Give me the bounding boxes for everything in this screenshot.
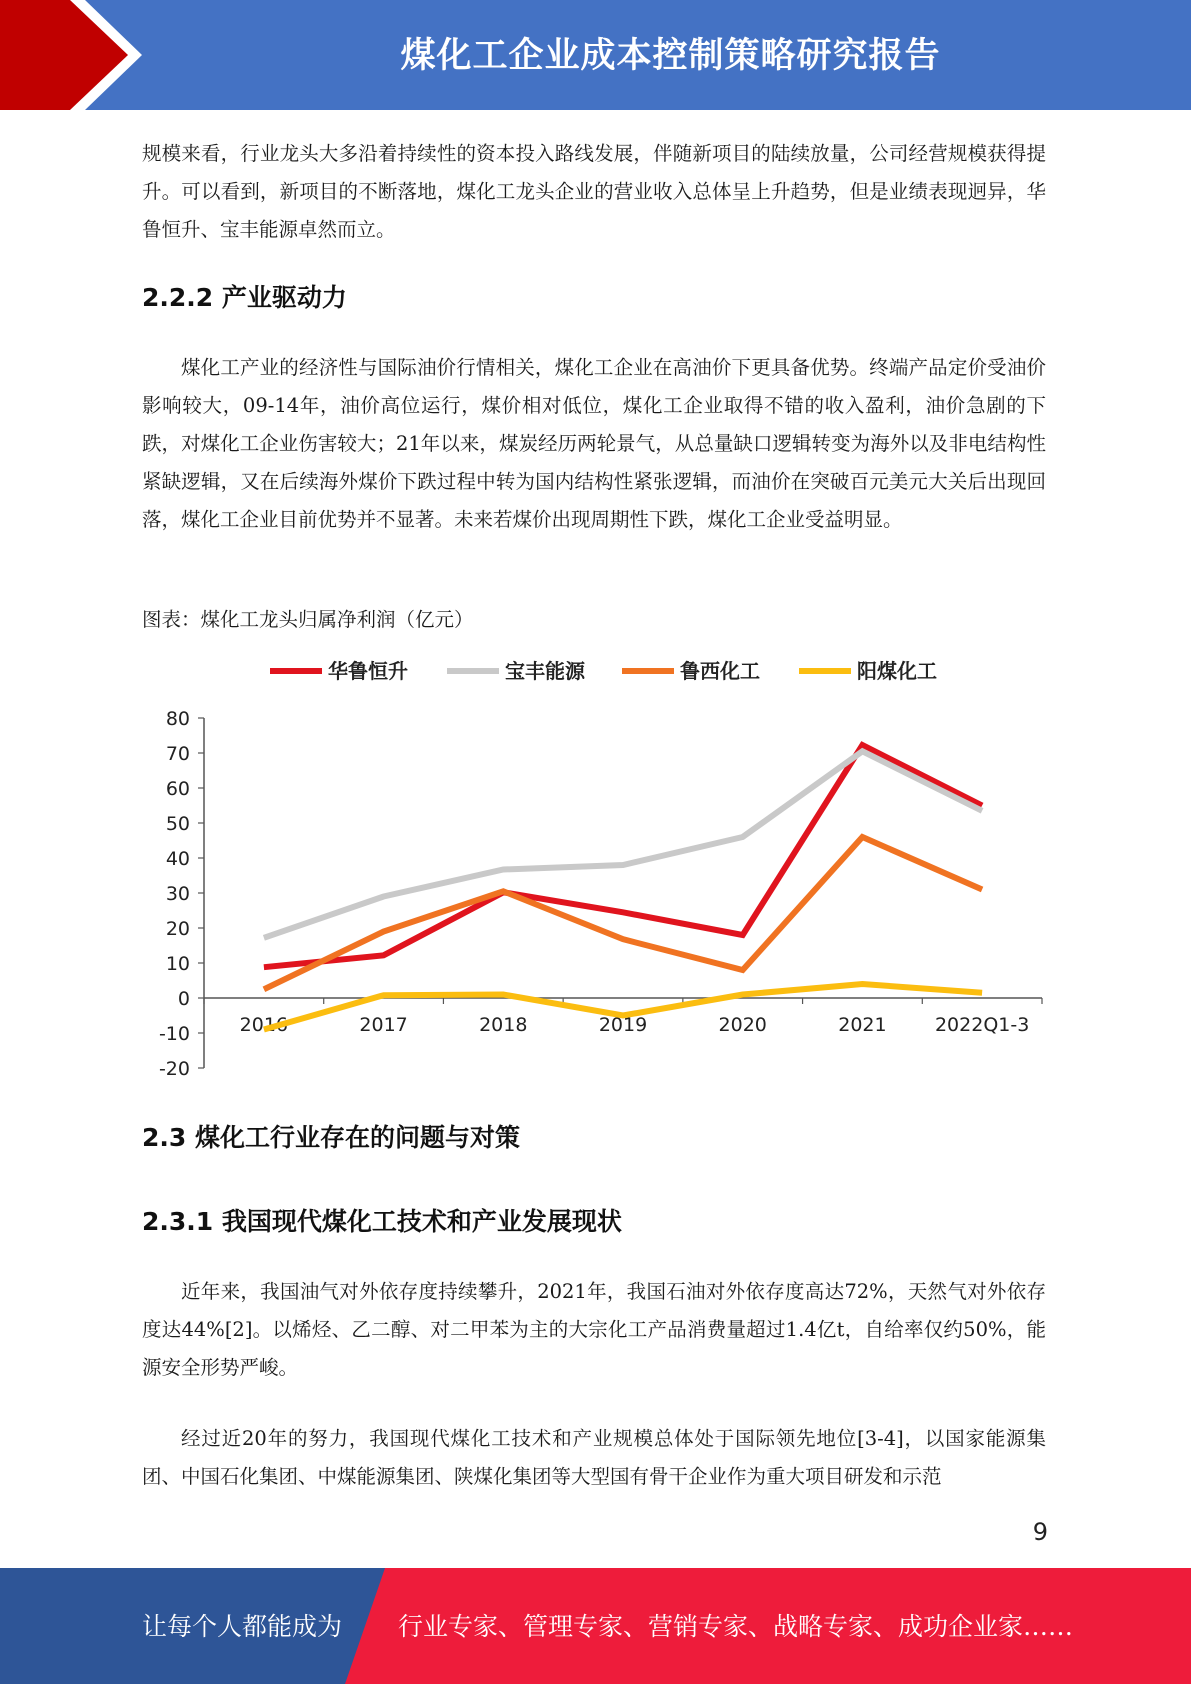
x-tick-label: 2016	[239, 1014, 289, 1036]
x-tick-label: 2022Q1-3	[934, 1014, 1030, 1036]
legend-label: 华鲁恒升	[328, 659, 408, 683]
y-tick-label: 70	[165, 743, 190, 765]
y-tick-label: 80	[165, 708, 190, 730]
section-heading-2-3: 2.3 煤化工行业存在的问题与对策	[142, 1123, 520, 1152]
paragraph-progress: 经过近20年的努力，我国现代煤化工技术和产业规模总体处于国际领先地位[3-4]，以国家能源集团、中国石化集团、中煤能源集团、陕煤化集团等大型国有骨干企业作为重大项目研发和示范	[142, 1427, 1046, 1488]
y-tick-label: -10	[158, 1023, 190, 1045]
y-tick-label: 20	[165, 918, 190, 940]
x-tick-label: 2019	[598, 1014, 648, 1036]
x-tick-label: 2020	[718, 1014, 767, 1036]
y-axis-ticks	[159, 708, 204, 1080]
legend-label: 阳煤化工	[857, 659, 937, 683]
section-heading-2-2-2: 2.2.2 产业驱动力	[142, 283, 347, 312]
chart-series	[264, 745, 982, 1030]
y-tick-label: 60	[165, 778, 190, 800]
y-tick-label: 50	[165, 813, 190, 835]
page-header	[0, 0, 1191, 110]
y-tick-label: -20	[158, 1058, 190, 1080]
header-arrow-decoration	[0, 0, 160, 110]
y-tick-label: 10	[165, 953, 190, 975]
legend-label: 鲁西化工	[680, 659, 760, 683]
legend-label: 宝丰能源	[505, 659, 585, 683]
report-title: 煤化工企业成本控制策略研究报告	[400, 36, 941, 76]
page-number: 9	[1032, 1518, 1048, 1546]
y-tick-label: 0	[177, 988, 190, 1010]
x-tick-label: 2021	[838, 1014, 887, 1036]
series-line-1	[264, 745, 982, 967]
net-profit-line-chart	[142, 645, 1062, 1085]
page-footer	[0, 1568, 1191, 1684]
paragraph-dependence: 近年来，我国油气对外依存度持续攀升，2021年，我国石油对外依存度高达72%，天然气对外依存度达44%[2]。以烯烃、乙二醇、对二甲苯为主的大宗化工产品消费量超过1.4亿t，自给率仅约50%，能源安全形势严峻。	[142, 1280, 1046, 1379]
chart-legend	[270, 659, 937, 683]
paragraph-scale: 规模来看，行业龙头大多沿着持续性的资本投入路线发展，伴随新项目的陆续放量，公司经营规模获得提升。可以看到，新项目的不断落地，煤化工龙头企业的营业收入总体呈上升趋势，但是业绩表现迥异，华鲁恒升、宝丰能源卓然而立。	[142, 142, 1046, 241]
x-tick-label: 2018	[479, 1014, 528, 1036]
x-tick-label: 2017	[359, 1014, 408, 1036]
chart-caption: 图表：煤化工龙头归属净利润（亿元）	[142, 608, 474, 631]
section-heading-2-3-1: 2.3.1 我国现代煤化工技术和产业发展现状	[142, 1207, 622, 1236]
footer-slogan-right: 行业专家、管理专家、营销专家、战略专家、成功企业家……	[398, 1612, 1074, 1641]
paragraph-driving-force: 煤化工产业的经济性与国际油价行情相关，煤化工企业在高油价下更具备优势。终端产品定价受油价影响较大，09-14年，油价高位运行，煤价相对低位，煤化工企业取得不错的收入盈利，油价急剧的下跌，对煤化工企业伤害较大；21年以来，煤炭经历两轮景气，从总量缺口逻辑转变为海外以及非电结构性紧缺逻辑，又在后续海外煤价下跌过程中转为国内结构性紧张逻辑，而油价在突破百元美元大关后出现回落，煤化工企业目前优势并不显著。未来若煤价出现周期性下跌，煤化工企业受益明显。	[142, 356, 1046, 531]
y-tick-label: 40	[165, 848, 190, 870]
y-tick-label: 30	[165, 883, 190, 905]
footer-slogan-left: 让每个人都能成为	[142, 1612, 343, 1641]
